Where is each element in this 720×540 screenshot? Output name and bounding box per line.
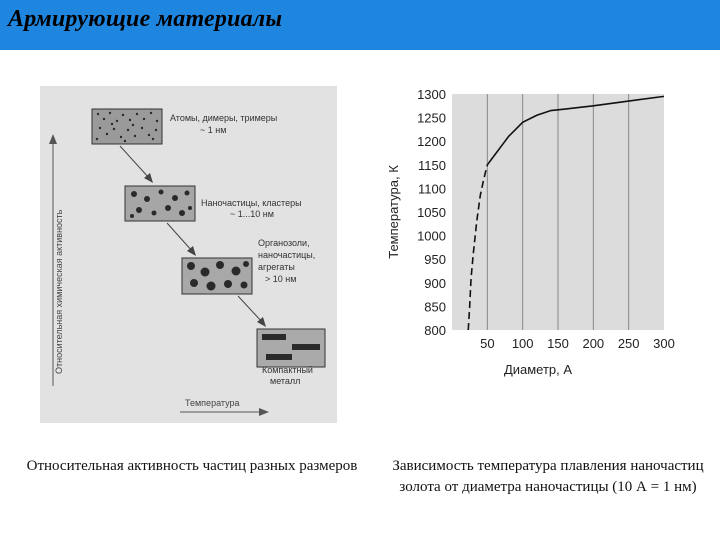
metal-block-1: [262, 334, 286, 340]
chart-y-label: Температура, К: [386, 165, 401, 259]
y-tick-label: 1300: [417, 87, 446, 102]
title-bar: [0, 0, 720, 50]
arrow-2: [167, 223, 193, 252]
diagram-x-label: Температура: [185, 398, 240, 408]
stage-compact-metal-label: Компактный металл: [262, 365, 313, 386]
x-tick-label: 100: [511, 336, 534, 351]
metal-block-2: [292, 344, 320, 350]
arrow-3: [238, 296, 263, 323]
x-axis-arrowhead: [259, 408, 269, 416]
y-tick-label: 950: [424, 252, 446, 268]
metal-block-3: [266, 354, 292, 360]
y-tick-label: 1000: [417, 228, 446, 244]
y-axis-arrowhead: [49, 134, 57, 144]
caption-left: Относительная активность частиц разных размеров: [26, 458, 358, 474]
activity-diagram-svg: [40, 86, 337, 423]
x-tick-label: 50: [480, 336, 495, 351]
y-tick-label: 800: [424, 323, 446, 338]
stage-atoms-box: [92, 109, 162, 144]
stage-nanoparticles-label: Наночастицы, кластеры ~ 1...10 нм: [201, 198, 302, 219]
stage-aggregates-label: Органозоли, наночастицы, агрегаты > 10 нм: [258, 238, 316, 284]
caption-right: Зависимость температура плавления наночастиц золота от диаметра наночастицы (10 А = 1 нм): [392, 458, 704, 495]
melting-chart-svg: [380, 82, 685, 382]
y-tick-labels: [417, 87, 446, 338]
y-tick-label: 1200: [417, 134, 446, 150]
y-tick-label: 1100: [418, 181, 446, 197]
arrow-1: [120, 146, 150, 179]
activity-diagram: [40, 86, 337, 423]
x-tick-label: 150: [547, 336, 569, 351]
y-tick-label: 850: [424, 299, 446, 315]
y-tick-label: 900: [424, 275, 446, 291]
y-tick-label: 1050: [417, 205, 446, 220]
y-tick-label: 1150: [418, 157, 446, 173]
x-tick-label: 300: [653, 336, 675, 351]
stage-atoms-label: Атомы, димеры, тримеры ~ 1 нм: [170, 113, 278, 135]
slide-title: Армирующие материалы: [8, 6, 283, 32]
melting-chart: [380, 82, 685, 382]
chart-x-label: Диаметр, А: [503, 362, 573, 377]
x-tick-labels: [480, 336, 675, 351]
y-tick-label: 1250: [417, 110, 446, 126]
x-tick-label: 200: [582, 336, 605, 351]
diagram-y-label: Относительная химическая активность: [54, 209, 64, 374]
x-tick-label: 250: [617, 336, 640, 351]
